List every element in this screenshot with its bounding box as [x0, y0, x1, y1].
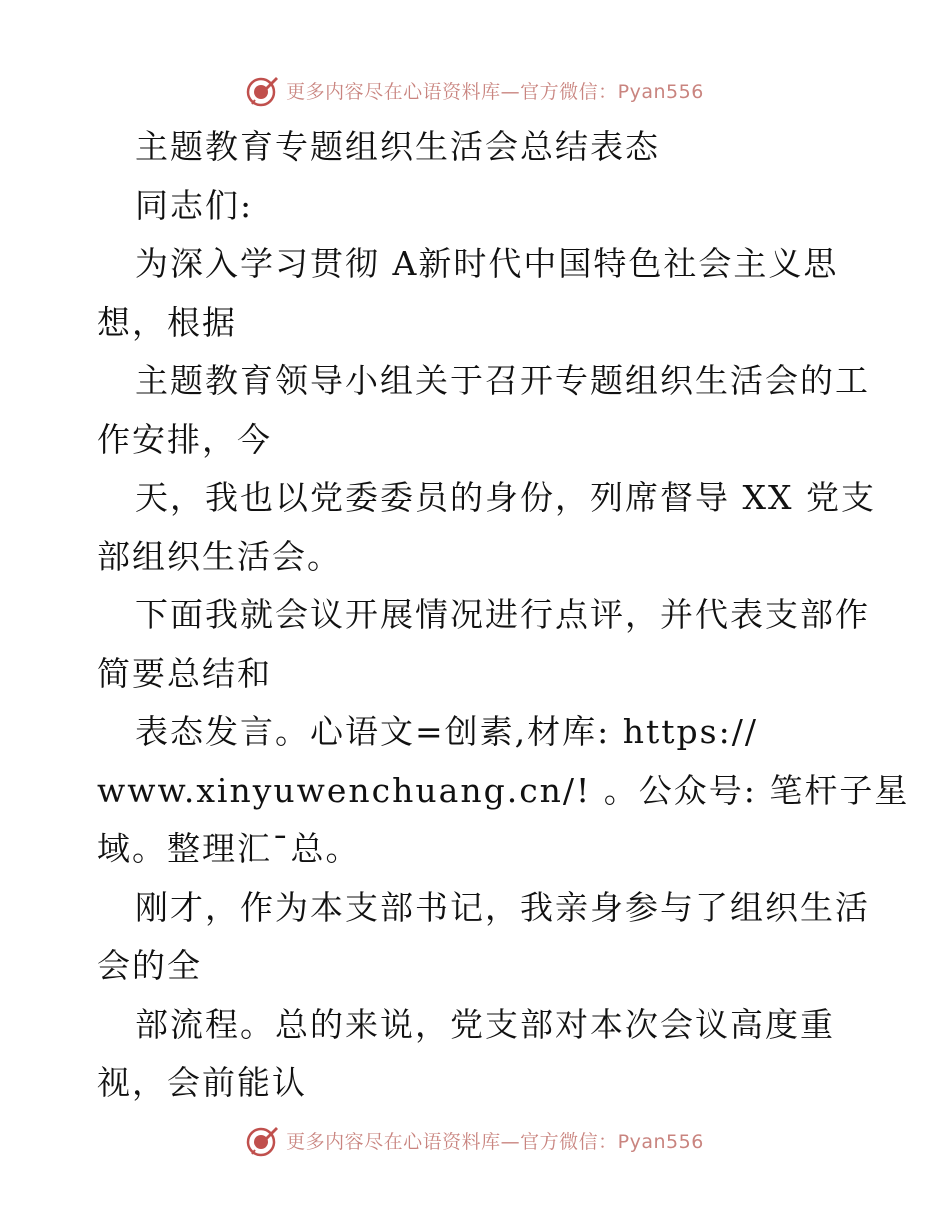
- header-banner-text: 更多内容尽在心语资料库—官方微信：Pyan556: [286, 80, 704, 103]
- paragraph-line: 部组织生活会。: [97, 536, 342, 576]
- paragraph-line: 想，根据: [97, 302, 237, 342]
- document-body: [97, 118, 910, 1113]
- paragraph-line: 域。整理汇¯总。: [97, 829, 361, 868]
- paragraph-line: 刚才，作为本支部书记，我亲身参与了组织生活: [135, 887, 870, 927]
- salutation: 同志们:: [135, 185, 254, 225]
- paragraph-line: 天，我也以党委委员的身份，列席督导 XX 党支: [135, 478, 876, 517]
- paragraph-line: 主题教育领导小组关于召开专题组织生活会的工: [135, 361, 870, 400]
- paragraph-line: 为深入学习贯彻 A新时代中国特色社会主义思: [135, 244, 839, 283]
- paragraph-line: 简要总结和: [97, 653, 272, 693]
- paragraph-line: www.xinyuwenchuang.cn/! 。公众号: 笔杆子星: [97, 770, 910, 810]
- footer-banner-text: 更多内容尽在心语资料库—官方微信：Pyan556: [286, 1130, 704, 1153]
- paragraph-line: 下面我就会议开展情况进行点评，并代表支部作: [135, 595, 870, 634]
- pen-seal-logo-icon: [246, 73, 280, 107]
- paragraph-line: 部流程。总的来说，党支部对本次会议高度重: [135, 1004, 835, 1044]
- paragraph-line: 表态发言。心语文=创素,材库: https://: [135, 712, 758, 751]
- footer-banner: [0, 1120, 950, 1160]
- paragraph-line: 会的全: [97, 946, 202, 985]
- paragraph-line: 作安排，今: [97, 419, 272, 459]
- document-title: 主题教育专题组织生活会总结表态: [135, 127, 660, 166]
- paragraph-line: 视，会前能认: [97, 1063, 307, 1102]
- header-banner: [0, 70, 950, 110]
- pen-seal-logo-icon: [246, 1123, 280, 1157]
